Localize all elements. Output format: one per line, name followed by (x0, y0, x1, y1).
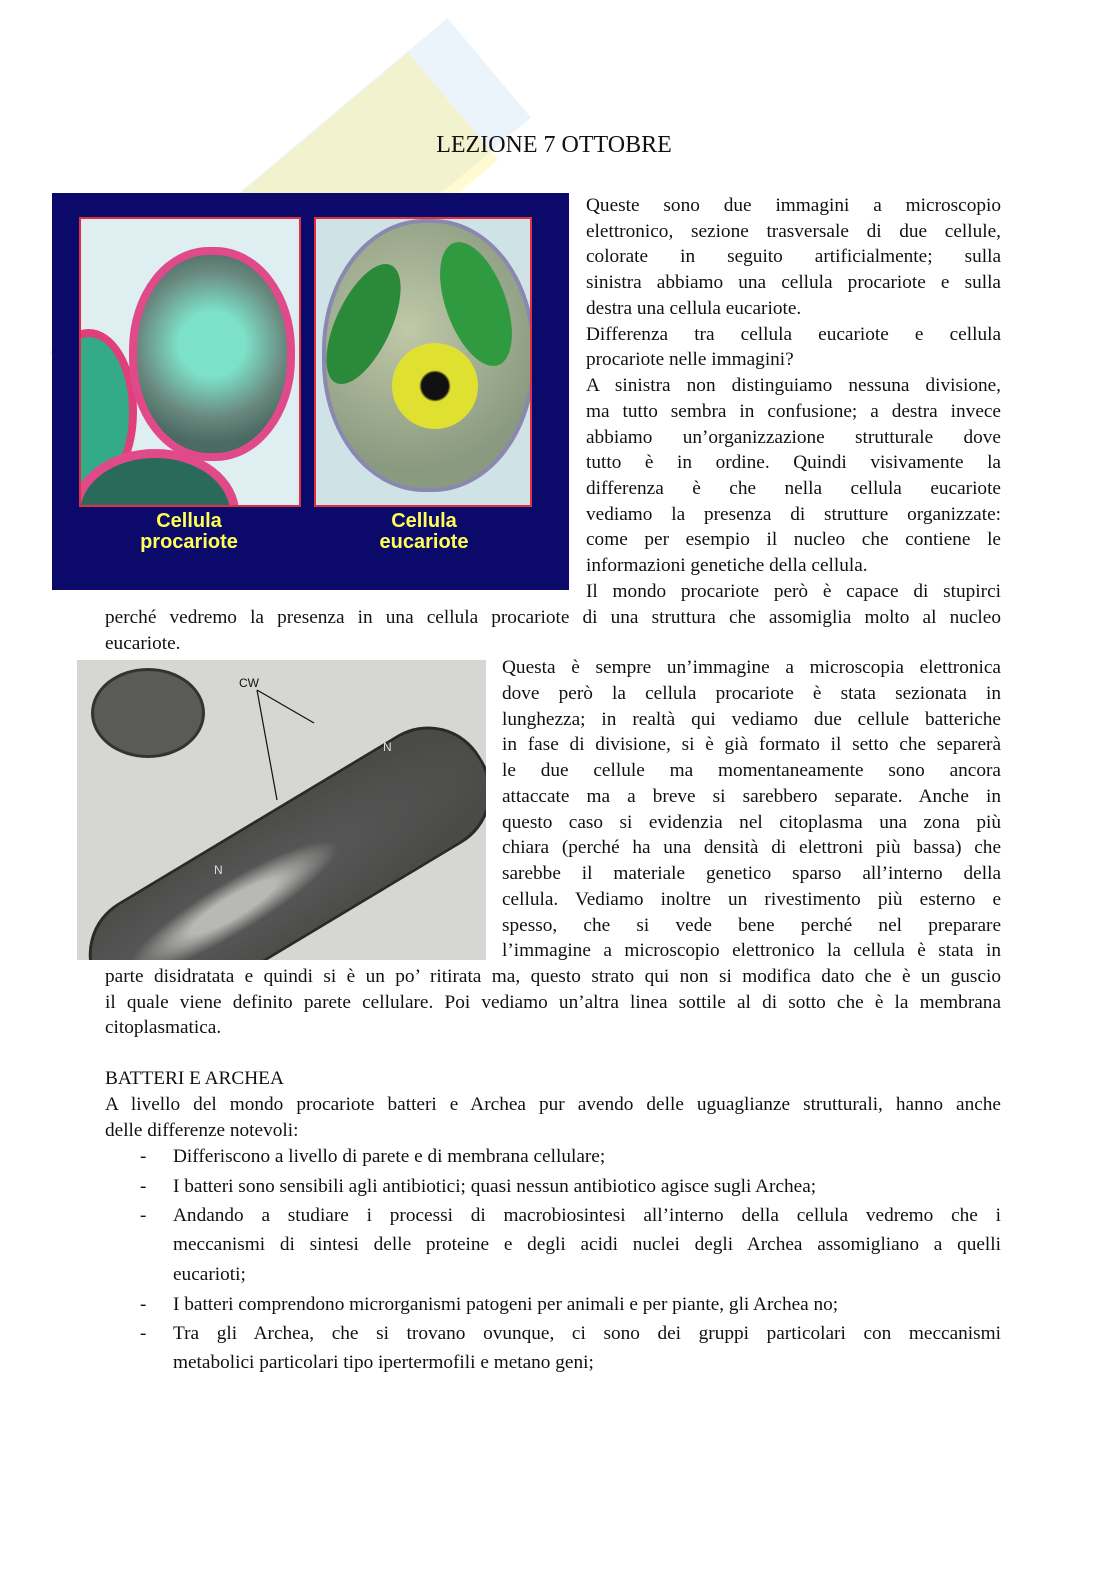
bullet-dash: - (140, 1294, 147, 1315)
text-line: A sinistra non distinguiamo nessuna divisione, (586, 375, 1001, 397)
text-line: delle differenze notevoli: (105, 1119, 299, 1141)
text-line: il quale viene definito parete cellulare. Poi vediamo un’altra linea sottile al di sotto che è la membrana (105, 991, 1001, 1013)
text-line: sinistra abbiamo una cellula procariote e sulla (586, 272, 1001, 294)
bullet-dash: - (140, 1323, 147, 1344)
section-heading: BATTERI E ARCHEA (105, 1068, 284, 1089)
caption-line: Cellula (156, 510, 222, 532)
bullet-item-line: Andando a studiare i processi di macrobiosintesi all’interno della cellula vedremo che i (173, 1205, 1001, 1226)
figure-dividing-bacteria (77, 660, 486, 960)
caption-line: Cellula (391, 510, 457, 532)
bullet-item-line: metabolici particolari tipo ipertermofili e metano geni; (173, 1352, 594, 1374)
figure-prokaryote-eukaryote (52, 193, 569, 590)
label-cell-wall: CW (239, 676, 259, 690)
text-line: elettronico, sezione trasversale di due cellule, (586, 220, 1001, 242)
bullet-dash: - (140, 1176, 147, 1197)
text-line: informazioni genetiche della cellula. (586, 555, 868, 577)
text-line: Questa è sempre un’immagine a microscopia elettronica (502, 657, 1001, 678)
text-line: parte disidratata e quindi si è un po’ ritirata ma, questo strato qui non si modifica dato che è un guscio (105, 966, 1001, 987)
text-line: destra una cellula eucariote. (586, 297, 802, 319)
text-line: A livello del mondo procariote batteri e Archea pur avendo delle uguaglianze strutturali, hanno anche (105, 1094, 1001, 1115)
text-line: colorate in seguito artificialmente; sulla (586, 246, 1001, 268)
prokaryote-micrograph (79, 217, 301, 507)
eukaryote-micrograph (314, 217, 532, 507)
bullet-item-line: Differiscono a livello di parete e di membrana cellulare; (173, 1146, 606, 1167)
text-line: differenza è che nella cellula eucariote (586, 478, 1001, 500)
page-title: LEZIONE 7 OTTOBRE (436, 132, 672, 158)
label-nucleoid: N (214, 863, 223, 877)
text-line: perché vedremo la presenza in una cellula procariote di una struttura che assomiglia molto al nucleo (105, 607, 1001, 628)
bullet-item-line: I batteri comprendono microrganismi patogeni per animali e per piante, gli Archea no; (173, 1294, 839, 1315)
caption-line: eucariote (379, 531, 469, 553)
text-line: spesso, che si vede bene perché nel preparare (502, 914, 1001, 936)
text-line: abbiamo un’organizzazione strutturale dove (586, 426, 1001, 448)
bullet-dash: - (140, 1146, 147, 1167)
text-line: eucariote. (105, 632, 181, 654)
caption-prokaryote (74, 511, 304, 553)
bullet-item-line: eucarioti; (173, 1263, 246, 1285)
text-line: vediamo la presenza di strutture organizzate: (586, 503, 1001, 525)
text-line: dove però la cellula procariote è stata sezionata in (502, 682, 1001, 704)
bullet-item-line: Tra gli Archea, che si trovano ovunque, ci sono dei gruppi particolari con meccanismi (173, 1323, 1001, 1344)
text-line: attaccate ma a breve si sarebbero separate. Anche in (502, 785, 1001, 807)
text-line: procariote nelle immagini? (586, 349, 794, 371)
text-line: l’immagine a microscopio elettronico la cellula è stata in (502, 940, 1001, 962)
text-line: come per esempio il nucleo che contiene le (586, 529, 1001, 551)
bullet-dash: - (140, 1205, 147, 1226)
text-line: citoplasmatica. (105, 1017, 222, 1039)
cw-arrows (77, 660, 486, 960)
text-line: lunghezza; in realtà qui vediamo due cellule batteriche (502, 708, 1001, 730)
text-line: cellula. Vediamo inoltre un rivestimento più esterno e (502, 888, 1001, 910)
bullet-item-line: meccanismi di sintesi delle proteine e degli acidi nuclei degli Archea assomigliano a quelli (173, 1234, 1001, 1256)
text-line: Differenza tra cellula eucariote e cellula (586, 323, 1001, 345)
label-nucleoid: N (383, 740, 392, 754)
text-line: le due cellule ma momentaneamente sono ancora (502, 760, 1001, 781)
text-line: tutto è in ordine. Quindi visivamente la (586, 452, 1001, 474)
text-line: ma tutto sembra in confusione; a destra invece (586, 400, 1001, 422)
text-line: sarebbe il materiale genetico sparso all’interno della (502, 863, 1001, 884)
bullet-item-line: I batteri sono sensibili agli antibiotici; quasi nessun antibiotico agisce sugli Archea; (173, 1176, 817, 1197)
text-line: in fase di divisione, si è già formato il setto che separerà (502, 734, 1001, 756)
text-line: Il mondo procariote però è capace di stupirci (586, 580, 1001, 602)
caption-line: procariote (140, 531, 238, 553)
text-line: chiara (perché ha una densità di elettroni più bassa) che (502, 837, 1001, 859)
text-line: questo caso si evidenzia nel citoplasma una zona più (502, 811, 1001, 833)
caption-eukaryote (309, 511, 539, 553)
text-line: Queste sono due immagini a microscopio (586, 195, 1001, 216)
